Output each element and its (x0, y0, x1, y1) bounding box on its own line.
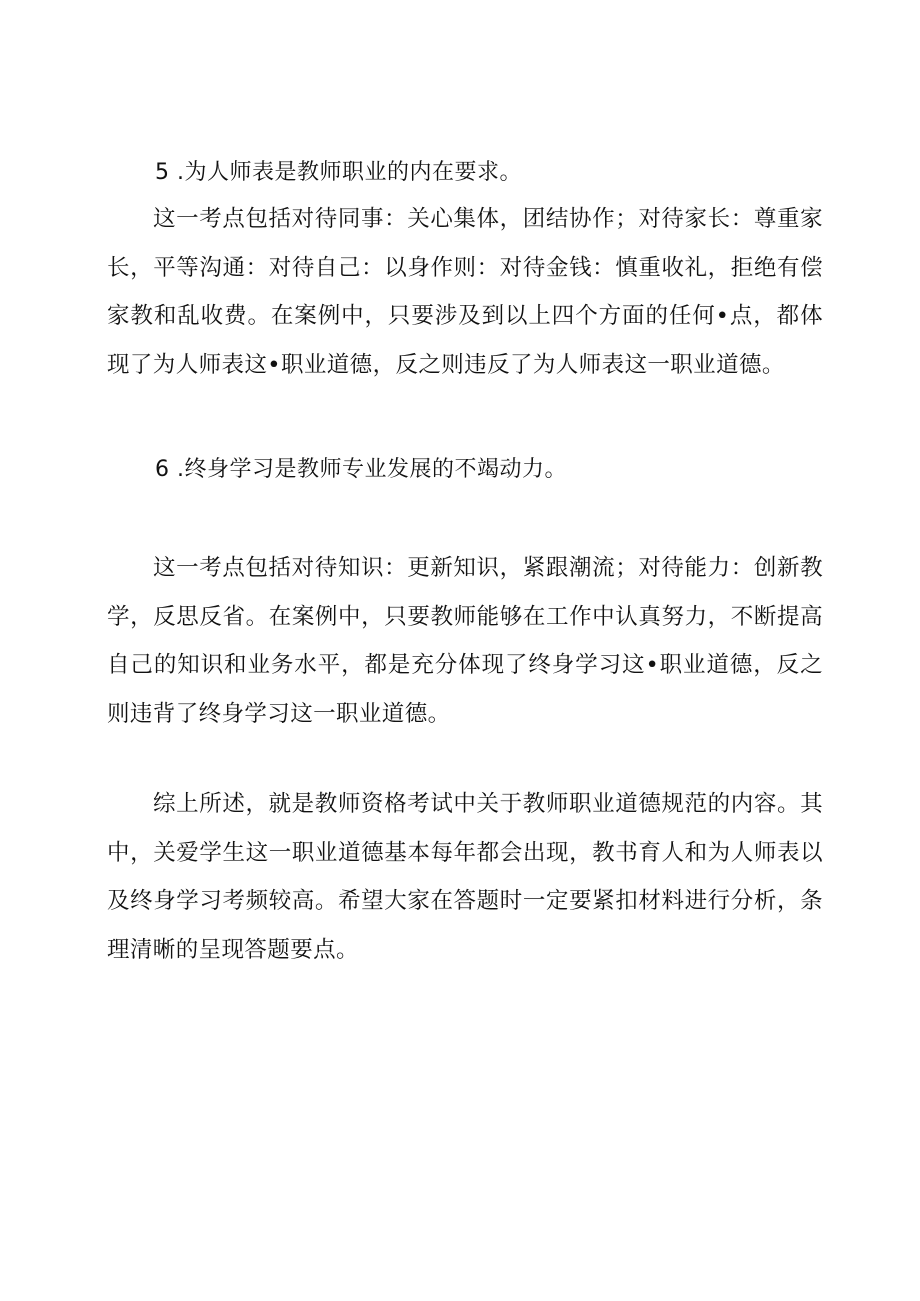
summary-paragraph: 综上所述，就是教师资格考试中关于教师职业道德规范的内容。其中，关爱学生这一职业道德基本每年都会出现，教书育人和为人师表以及终身学习考频较高。希望大家在答题时一定要紧扣材料进行分析，条理清晰的呈现答题要点。 (107, 791, 823, 963)
section-5-paragraph: 这一考点包括对待同事：关心集体，团结协作；对待家长：尊重家长，平等沟通：对待自己：以身作则：对待金钱：慎重收礼，拒绝有偿家教和乱收费。在案例中，只要涉及到以上四个方面的任何•点，都体现了为人师表这•职业道德，反之则违反了为人师表这一职业道德。 (107, 206, 823, 378)
section-6-paragraph: 这一考点包括对待知识：更新知识，紧跟潮流；对待能力：创新教学，反思反省。在案例中，只要教师能够在工作中认真努力，不断提高自己的知识和业务水平，都是充分体现了终身学习这•职业道德，反之则违背了终身学习这一职业道德。 (107, 555, 823, 727)
section-5-heading: 5 .为人师表是教师职业的内在要求。 (155, 160, 522, 185)
section-6-heading: 6 .终身学习是教师专业发展的不竭动力。 (155, 457, 567, 482)
